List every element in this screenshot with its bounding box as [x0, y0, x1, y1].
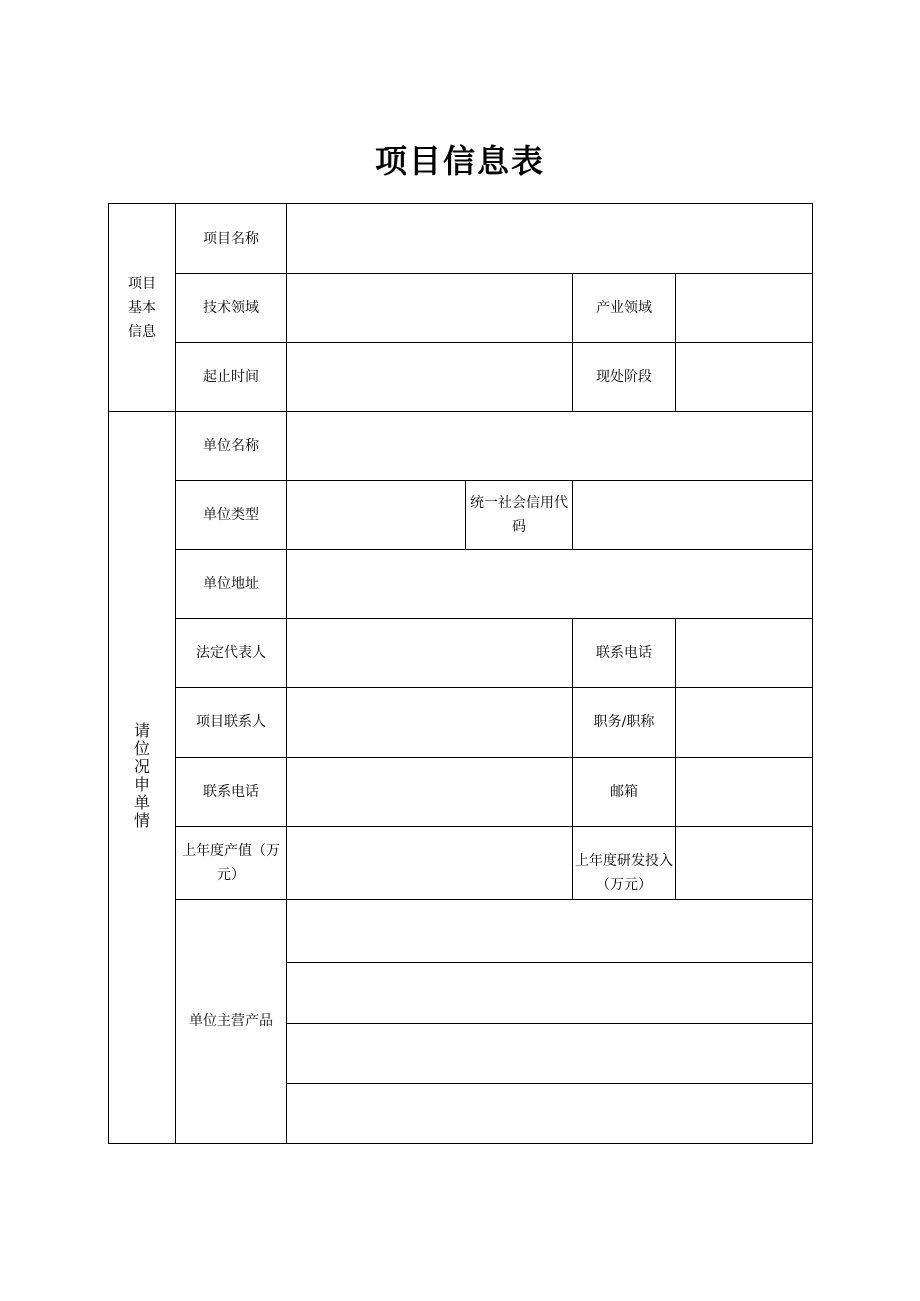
unit-section-heading-text: 请位况申单情 — [133, 720, 150, 830]
unit-type-field[interactable] — [287, 481, 466, 550]
legal-phone-label: 联系电话 — [573, 619, 676, 688]
rd-label-text: 上年度研发投入（万元） — [575, 852, 673, 893]
legal-phone-field[interactable] — [676, 619, 813, 688]
table-row — [109, 412, 813, 481]
rd-label — [573, 826, 676, 899]
legal-rep-field[interactable] — [287, 619, 573, 688]
contact-label: 项目联系人 — [176, 688, 287, 757]
project-name-field[interactable] — [287, 204, 813, 274]
table-row — [109, 481, 813, 550]
project-section-heading — [109, 204, 176, 412]
table-row — [109, 343, 813, 412]
product-field-4[interactable] — [287, 1083, 813, 1143]
table-row — [109, 688, 813, 757]
position-label: 职务/职称 — [573, 688, 676, 757]
tech-field-label: 技术领域 — [176, 274, 287, 343]
contact-phone-field[interactable] — [287, 757, 573, 826]
unit-section-heading — [109, 412, 176, 1144]
unit-name-label: 单位名称 — [176, 412, 287, 481]
unit-name-field[interactable] — [287, 412, 813, 481]
industry-field-label: 产业领域 — [573, 274, 676, 343]
period-label: 起止时间 — [176, 343, 287, 412]
table-row — [109, 619, 813, 688]
unit-type-label: 单位类型 — [176, 481, 287, 550]
products-label: 单位主营产品 — [176, 899, 287, 1143]
page-title: 项目信息表 — [374, 142, 545, 180]
credit-code-label-text: 统一社会信用代码 — [470, 495, 568, 536]
product-field-3[interactable] — [287, 1023, 813, 1083]
address-field[interactable] — [287, 550, 813, 619]
industry-field-field[interactable] — [676, 274, 813, 343]
credit-code-label — [466, 481, 573, 550]
product-field-2[interactable] — [287, 962, 813, 1023]
table-row — [109, 204, 813, 274]
tech-field-field[interactable] — [287, 274, 573, 343]
output-label-text: 上年度产值（万元） — [182, 842, 280, 883]
position-field[interactable] — [676, 688, 813, 757]
stage-field[interactable] — [676, 343, 813, 412]
table-row — [109, 899, 813, 962]
rd-field[interactable] — [676, 826, 813, 899]
project-info-table — [108, 203, 813, 1144]
email-field[interactable] — [676, 757, 813, 826]
period-field[interactable] — [287, 343, 573, 412]
contact-field[interactable] — [287, 688, 573, 757]
table-row — [109, 274, 813, 343]
email-label: 邮箱 — [573, 757, 676, 826]
credit-code-field[interactable] — [573, 481, 813, 550]
table-row — [109, 757, 813, 826]
output-field[interactable] — [287, 826, 573, 899]
product-field-1[interactable] — [287, 899, 813, 962]
legal-rep-label: 法定代表人 — [176, 619, 287, 688]
project-name-label: 项目名称 — [176, 204, 287, 274]
output-label — [176, 826, 287, 899]
address-label: 单位地址 — [176, 550, 287, 619]
stage-label: 现处阶段 — [573, 343, 676, 412]
project-section-heading-text: 项目基本信息 — [128, 275, 156, 340]
table-row — [109, 550, 813, 619]
contact-phone-label: 联系电话 — [176, 757, 287, 826]
table-row — [109, 826, 813, 899]
